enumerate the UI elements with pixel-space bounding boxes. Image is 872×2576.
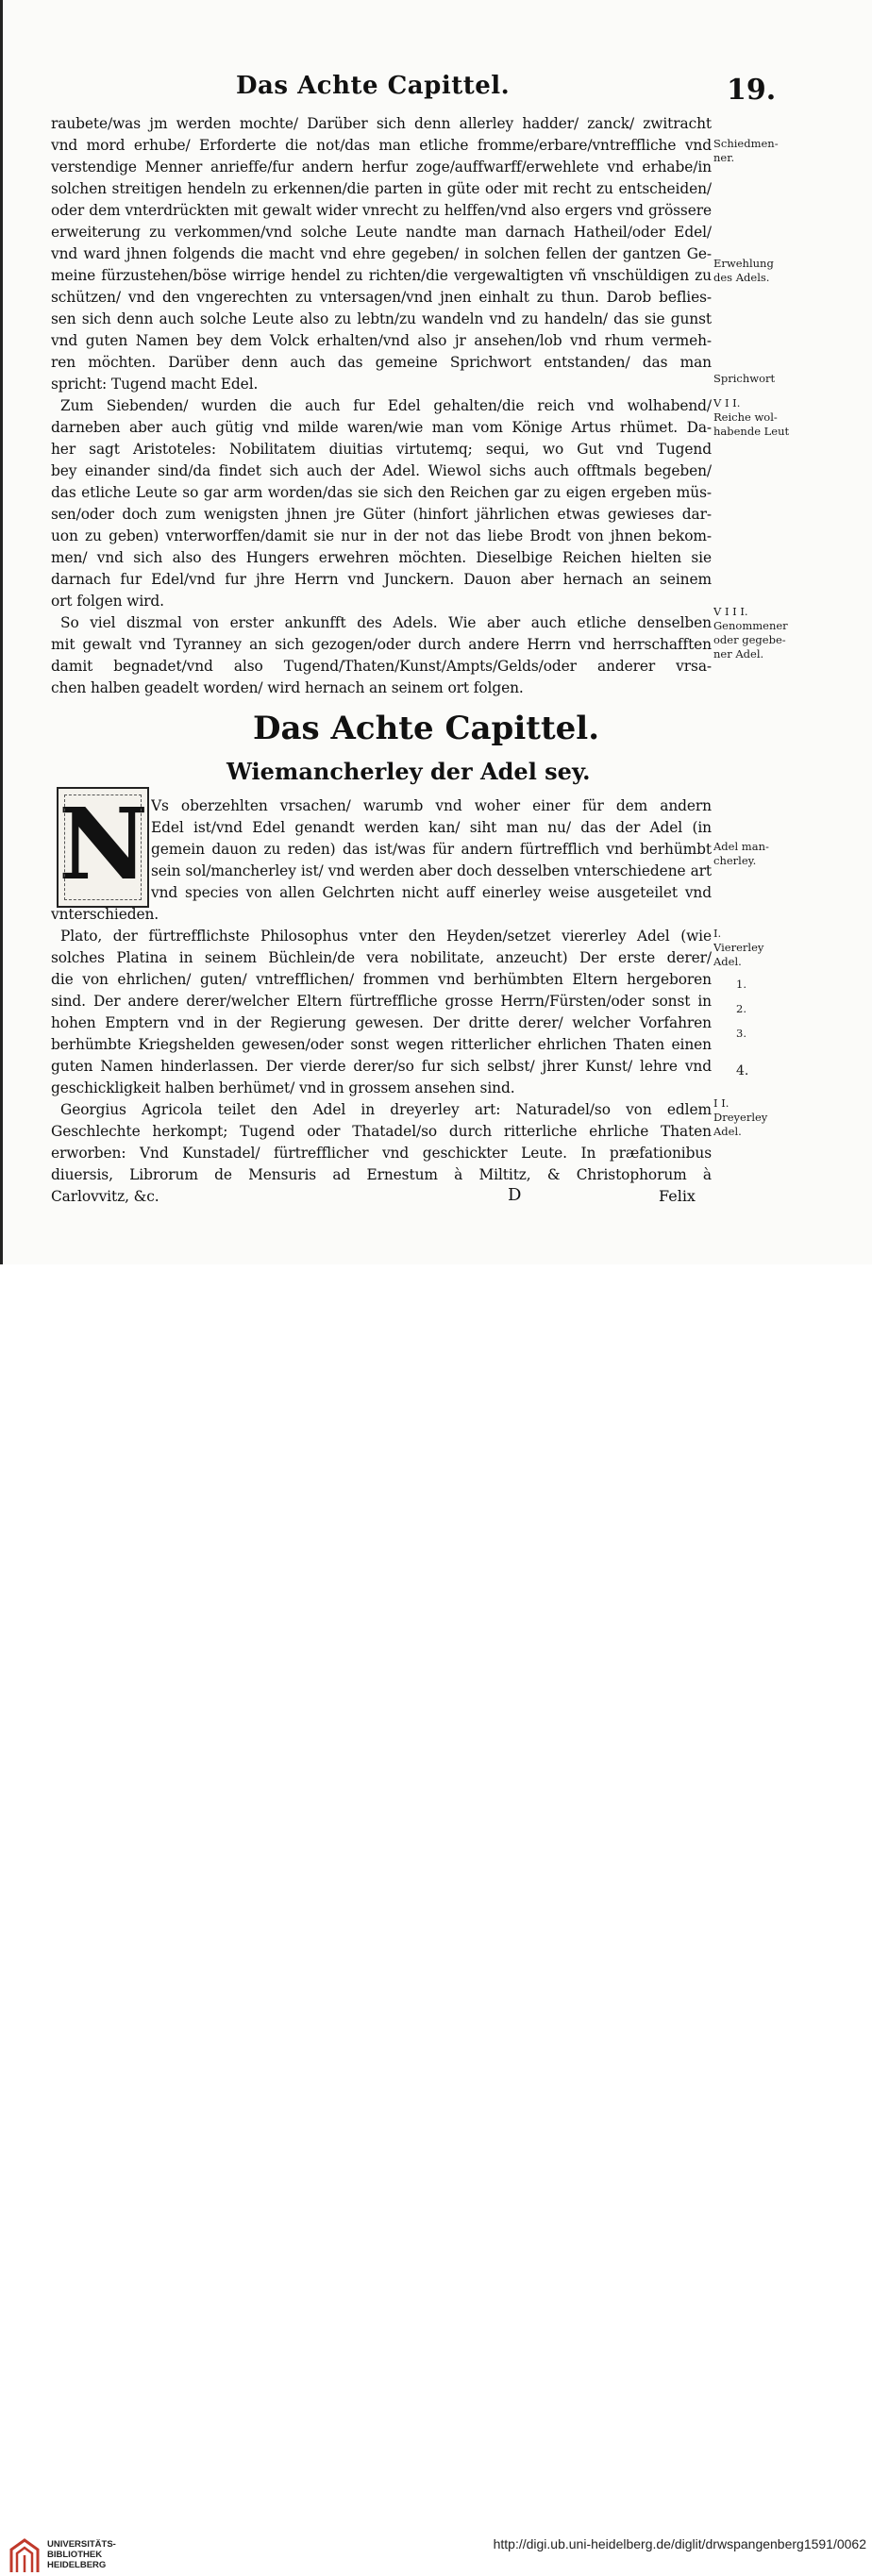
text-line: raubete/was jm werden mochte/ Darüber sich denn allerley hadder/ zanck/ zwitracht	[51, 115, 712, 132]
signature-mark: D	[508, 1185, 522, 1205]
text-line: sind. Der andere derer/welcher Eltern fürtreffliche grosse Herrn/Fürsten/oder sonst in	[51, 993, 712, 1010]
text-line: meine fürzustehen/böse wirrige hendel zu richten/die vergewaltigten vñ vnschüldigen zu	[51, 267, 712, 284]
text-line: sein sol/mancherley ist/ vnd werden aber doch desselben vnterschiedene art	[151, 862, 712, 879]
margin-note-sprichwort: Sprichwort	[713, 372, 776, 385]
margin-note-3: 3.	[736, 1027, 746, 1040]
library-name: UNIVERSITÄTS- BIBLIOTHEK HEIDELBERG	[47, 2539, 116, 2570]
text-line: guten Namen hinderlassen. Der vierde derer/so fur sich selbst/ jhrer Kunst/ lehre vnd	[51, 1058, 712, 1075]
text-line: geschickligkeit halben berhümet/ vnd in grossem ansehen sind.	[51, 1079, 515, 1096]
text-line: berhümbte Kriegshelden gewesen/oder sonst wegen ritterlicher ehrlichen Thaten einen	[51, 1036, 712, 1053]
text-line: Carlovvitz, &c.	[51, 1188, 159, 1205]
text-line: ren möchten. Darüber denn auch das gemeine Sprichwort entstanden/ das man	[51, 354, 712, 371]
text-line: verstendige Menner anrieffe/fur andern herfur zoge/auffwarff/erwehlete vnd erhabe/in	[51, 159, 712, 176]
text-line: hohen Emptern vnd in der Regierung gewesen. Der dritte derer/ welcher Vorfahren	[51, 1014, 712, 1031]
text-line: gemein dauon zu reden) das ist/was für andern fürtrefflich vnd berhümbt	[151, 841, 712, 858]
book-page	[0, 0, 872, 1264]
margin-note-1: 1.	[736, 978, 746, 991]
text-line: chen halben geadelt worden/ wird hernach an seinem ort folgen.	[51, 679, 524, 696]
catchword: Felix	[659, 1187, 696, 1205]
text-line: uon zu geben) vnterworffen/damit sie nur in der not das liebe Brodt von jhnen bekom-	[51, 527, 712, 544]
text-line: Geschlechte herkompt; Tugend oder Thatadel/so durch ritterliche ehrliche Thaten	[51, 1123, 712, 1140]
text-line: vnd species von allen Gelchrten nicht auff einerley weise ausgeteilet vnd	[151, 884, 712, 901]
margin-note-mancherley: Adel man- cherley.	[713, 840, 769, 867]
text-line: mit gewalt vnd Tyranney an sich gezogen/oder durch andere Herrn vnd herrschafften	[51, 636, 712, 653]
text-line: Edel ist/vnd Edel genandt werden kan/ siht man nu/ das der Adel (in	[151, 819, 712, 836]
text-line: bey einander sind/da findet sich auch der Adel. Wiewol sichs auch offtmals begeben/	[51, 462, 712, 479]
running-head: Das Achte Capittel.	[236, 72, 511, 100]
viewer-footer	[0, 1264, 872, 2570]
chapter-title: Das Achte Capittel.	[253, 710, 600, 747]
text-line: darnach fur Edel/vnd fur jhre Herrn vnd Junckern. Dauon aber hernach an seinem	[51, 571, 712, 588]
text-line: sen/oder doch zum wenigsten jhnen jre Güter (hinfort jährlichen etwas gewieses dar-	[51, 506, 712, 523]
text-line: vnd ward jhnen folgends die macht vnd ehre gegeben/ in solchen fellen der gantzen Ge-	[51, 245, 712, 262]
text-line: solches Platina in seinem Büchlein/de vera nobilitate, anzeucht) Der erste derer/	[51, 949, 712, 966]
text-line: solchen streitigen hendeln zu erkennen/die parten in güte oder mit recht zu entscheiden/	[51, 180, 712, 197]
text-line: erweiterung zu verkommen/vnd solche Leute nandte man darnach Hatheil/oder Edel/	[51, 224, 712, 241]
text-line: her sagt Aristoteles: Nobilitatem diuitias virtutemq; sequi, wo Gut vnd Tugend	[51, 441, 712, 458]
text-line: die von ehrlichen/ guten/ vntrefflichen/ frommen vnd berhümbten Eltern hergeboren	[51, 971, 712, 988]
text-line: vnd mord erhube/ Erforderte die not/das man etliche fromme/erbare/vntreffliche vnd	[51, 137, 712, 154]
text-line: Zum Siebenden/ wurden die auch fur Edel gehalten/die reich vnd wolhabend/	[60, 397, 712, 414]
text-line: So viel diszmal von erster ankunfft des Adels. Wie aber auch etliche denselben	[60, 614, 712, 631]
dropcap-initial: N	[57, 787, 149, 908]
margin-note-genommener: V I I I. Genommener oder gegebe- ner Adel.	[713, 605, 788, 661]
text-line: das etliche Leute so gar arm worden/das sie sich den Reichen gar zu eigen ergeben müs-	[51, 484, 712, 501]
text-line: erworben: Vnd Kunstadel/ fürtrefflicher vnd geschickter Leute. In præfationibus	[51, 1145, 712, 1162]
margin-note-2: 2.	[736, 1002, 746, 1015]
margin-note-viererley: I. Viererley Adel.	[713, 927, 764, 968]
text-line: Plato, der fürtrefflichste Philosophus vnter den Heyden/setzet viererley Adel (wie	[60, 928, 712, 945]
text-line: damit begnadet/vnd also Tugend/Thaten/Kunst/Ampts/Gelds/oder anderer vrsa-	[51, 658, 712, 675]
text-line: Vs oberzehlten vrsachen/ warumb vnd woher einer für dem andern	[151, 797, 712, 814]
text-line: ort folgen wird.	[51, 593, 164, 610]
permalink-url[interactable]: http://digi.ub.uni-heidelberg.de/diglit/drwspangenberg1591/0062	[493, 2536, 866, 2551]
text-line: spricht: Tugend macht Edel.	[51, 376, 259, 393]
text-line: vnterschieden.	[51, 906, 159, 923]
text-line: Georgius Agricola teilet den Adel in dreyerley art: Naturadel/so von edlem	[60, 1101, 712, 1118]
text-line: diuersis, Librorum de Mensuris ad Ernestum à Miltitz, & Christophorum à	[51, 1166, 712, 1183]
margin-note-erwehlung: Erwehlung des Adels.	[713, 257, 774, 284]
text-line: men/ vnd sich also des Hungers erwehren möchten. Dieselbige Reichen hielten sie	[51, 549, 712, 566]
margin-note-4: 4.	[736, 1064, 749, 1079]
text-line: sen sich denn auch solche Leute also zu lebtn/zu wandeln vnd zu handeln/ das sie gunst	[51, 310, 712, 327]
text-line: schützen/ vnd den vngerechten zu vntersagen/vnd jnen einhalt zu thun. Darob beflies-	[51, 289, 712, 306]
text-line: oder dem vnterdrückten mit gewalt wider vnrecht zu helffen/vnd also ergers vnd grössere	[51, 202, 712, 219]
page-edge	[0, 0, 3, 1264]
page-number: 19.	[727, 74, 777, 107]
margin-note-reiche: V I I. Reiche wol- habende Leut	[713, 396, 790, 438]
chapter-subtitle: Wiemancherley der Adel sey.	[226, 758, 591, 785]
text-line: vnd guten Namen bey dem Volck erhalten/vnd also jr ansehen/lob vnd rhum vermeh-	[51, 332, 712, 349]
margin-note-dreyerley: I I. Dreyerley Adel.	[713, 1096, 768, 1138]
text-line: darneben aber auch gütig vnd milde waren/wie man vom Könige Artus rhümet. Da-	[51, 419, 712, 436]
library-logo-icon	[8, 2536, 42, 2576]
margin-note-schiedmenner: Schiedmen- ner.	[713, 137, 779, 164]
